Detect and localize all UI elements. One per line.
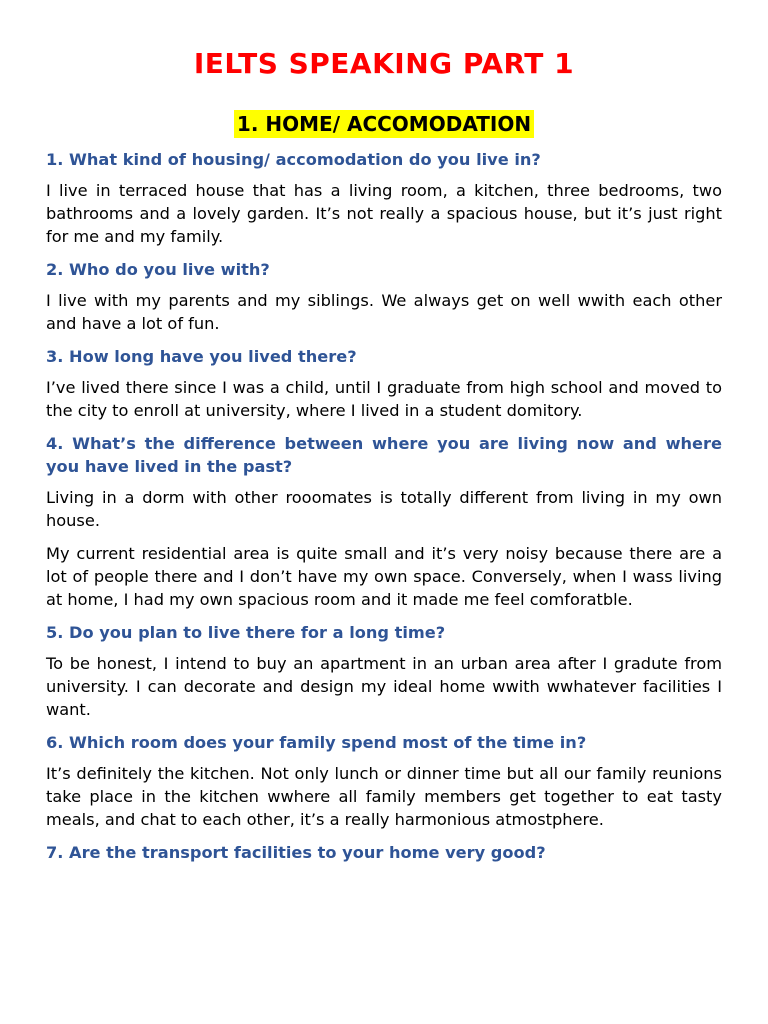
section-header bbox=[46, 110, 722, 140]
document-title: IELTS SPEAKING PART 1 bbox=[193, 47, 575, 80]
question-6: 6. Which room does your family spend most of the time in? bbox=[46, 733, 587, 752]
answer-6: It’s definitely the kitchen. Not only lunch or dinner time but all our family reunions take place in the kitchen wwhere all family members get together to eat tasty meals, and chat to each other, it’s a really harmonious atmostphere. bbox=[46, 764, 722, 829]
qa-item-6 bbox=[46, 731, 722, 831]
qa-item-2 bbox=[46, 258, 722, 335]
question-7: 7. Are the transport facilities to your home very good? bbox=[46, 843, 546, 862]
question-4: 4. What’s the difference between where you are living now and where you have lived in the past? bbox=[46, 434, 722, 476]
question-2: 2. Who do you live with? bbox=[46, 260, 270, 279]
qa-item-5 bbox=[46, 621, 722, 721]
qa-list bbox=[46, 148, 722, 864]
answer-1: I live in terraced house that has a living room, a kitchen, three bedrooms, two bathrooms and a lovely garden. It’s not really a spacious house, but it’s just right for me and my family. bbox=[46, 181, 722, 246]
qa-item-7 bbox=[46, 841, 722, 864]
question-5: 5. Do you plan to live there for a long time? bbox=[46, 623, 446, 642]
answer-2: I live with my parents and my siblings. We always get on well wwith each other and have a lot of fun. bbox=[46, 291, 722, 333]
qa-item-3 bbox=[46, 345, 722, 422]
qa-item-4 bbox=[46, 432, 722, 611]
question-3: 3. How long have you lived there? bbox=[46, 347, 357, 366]
section-title: 1. HOME/ ACCOMODATION bbox=[234, 110, 534, 138]
answer-3: I’ve lived there since I was a child, until I graduate from high school and moved to the city to enroll at university, where I lived in a student domitory. bbox=[46, 378, 722, 420]
answer-5: To be honest, I intend to buy an apartment in an urban area after I gradute from university. I can decorate and design my ideal home wwith wwhatever facilities I want. bbox=[46, 654, 722, 719]
answer-4b: My current residential area is quite small and it’s very noisy because there are a lot of people there and I don’t have my own space. Conversely, when I wass living at home, I had my own spacious room and it made me feel comforatble. bbox=[46, 544, 722, 609]
answer-4a: Living in a dorm with other rooomates is totally different from living in my own house. bbox=[46, 488, 722, 530]
qa-item-1 bbox=[46, 148, 722, 248]
question-1: 1. What kind of housing/ accomodation do you live in? bbox=[46, 150, 541, 169]
